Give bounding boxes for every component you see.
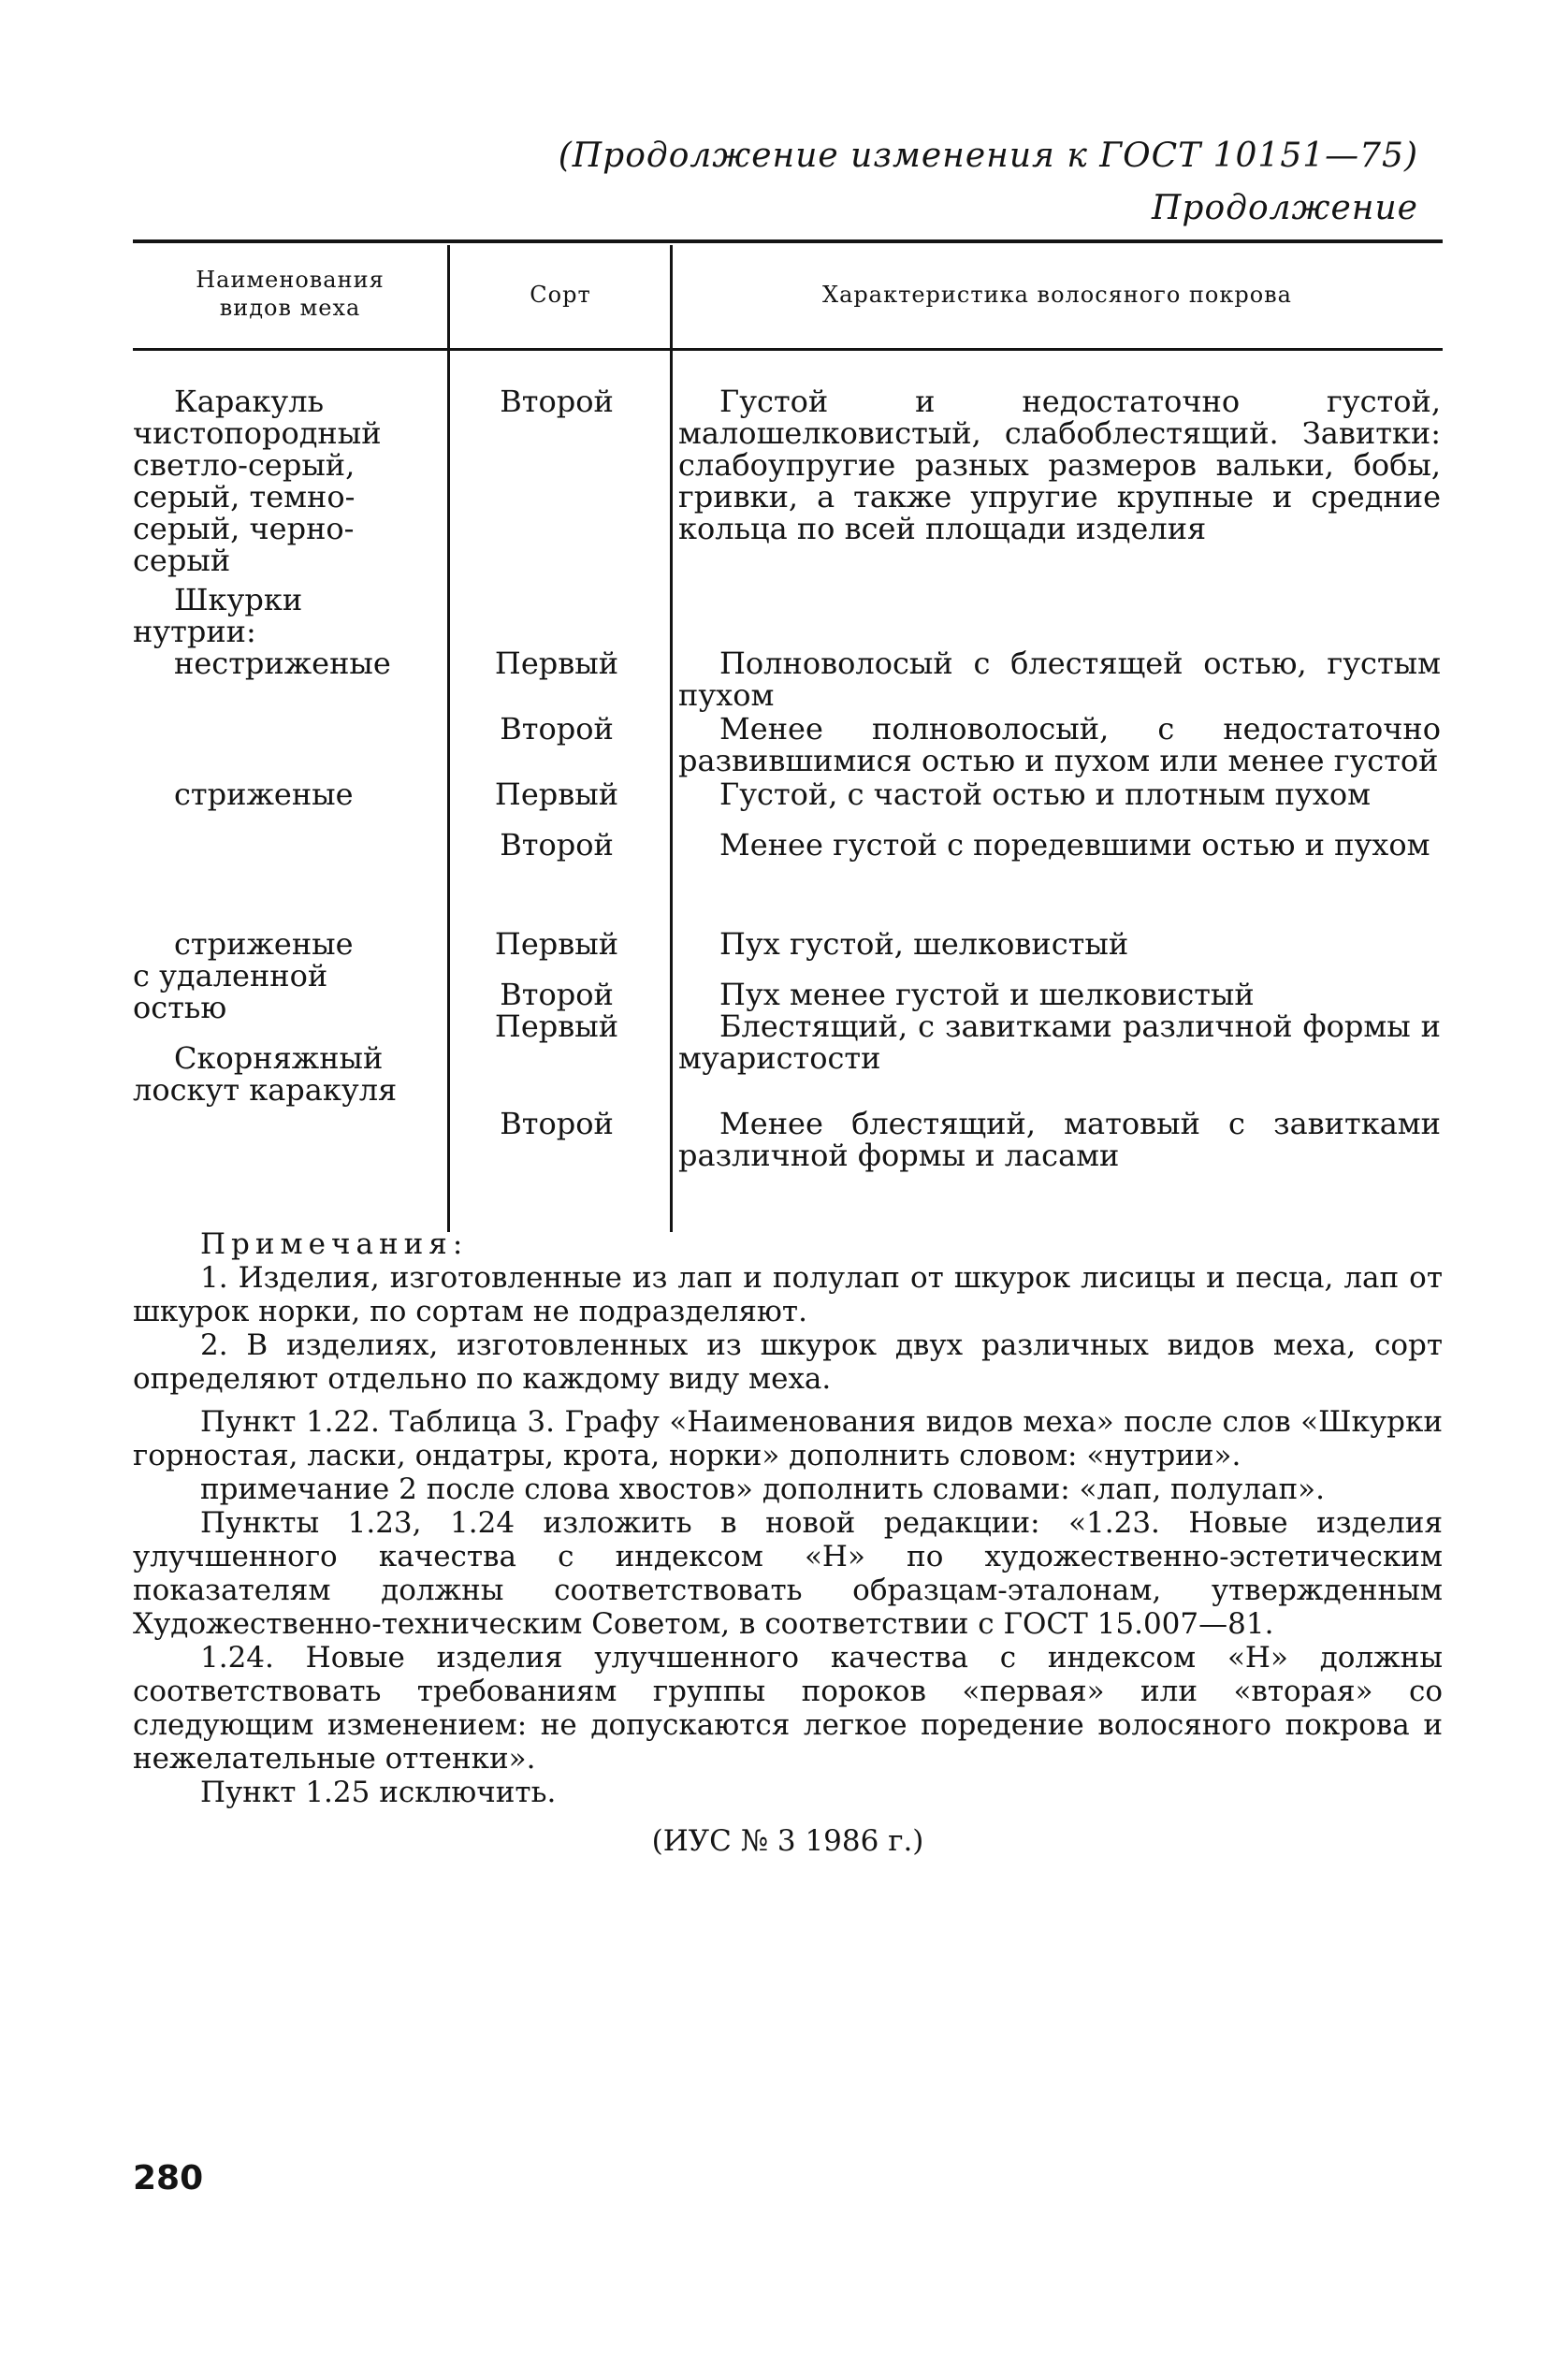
table-cell-name: Шкурки нутрии: <box>133 582 303 649</box>
note-item: 2. В изделиях, изготовленных из шкурок двух различных видов меха, сорт определяют отдельно по каждому виду меха. <box>133 1328 1443 1396</box>
continuation-header: (Продолжение изменения к ГОСТ 10151—75) <box>558 137 1418 175</box>
table-cell-description: Пух менее густой и шелковистый <box>719 977 1255 1012</box>
table-cell-description: Густой и недостаточно густой, малошелковистый, слабоблестящий. Завитки: слабоупругие разных размеров вальки, бобы, гривки, а также упругие крупные и средние кольца по всей площади изделия <box>678 384 1441 546</box>
notes-title: Примечания: <box>200 1227 469 1261</box>
table-cell-description: Менее блестящий, матовый с завитками различной формы и ласами <box>678 1106 1441 1173</box>
table-cell-grade: Второй <box>500 977 614 1012</box>
table-top-rule <box>133 239 1443 243</box>
notes-and-amendments <box>133 1227 1443 1858</box>
table-cell-name-text: стриженые с удаленной остью <box>133 926 354 1025</box>
amendment-paragraph: Пункты 1.23, 1.24 изложить в новой редакции: «1.23. Новые изделия улучшенного качества с индексом «Н» по художественно-эстетическим показателям должны соответствовать образцам-эталонам, утвержденным Художественно-техническим Советом, в соответствии с ГОСТ 15.007—81. <box>133 1506 1443 1641</box>
amendment-paragraph: 1.24. Новые изделия улучшенного качества с индексом «Н» должны соответствовать требованиям группы пороков «первая» или «вторая» со следующим изменением: не допускаются легкое поредение волосяного покрова и нежелательные оттенки». <box>133 1641 1443 1776</box>
amendment-paragraph: Пункт 1.22. Таблица 3. Графу «Наименования видов меха» после слов «Шкурки горностая, ласки, ондатры, крота, норки» дополнить словом: «нутрии». <box>133 1405 1443 1472</box>
amendment-paragraph: Пункт 1.25 исключить. <box>200 1776 557 1809</box>
table-cell-grade: Второй <box>500 827 614 863</box>
table-cell-description: Менее полноволосый, с недостаточно развившимися остью и пухом или менее густой <box>678 711 1441 778</box>
continuation-label: Продолжение <box>1152 189 1418 227</box>
table-cell-name <box>133 928 432 1023</box>
note-item: 1. Изделия, изготовленные из лап и полулап от шкурок лисицы и песца, лап от шкурок норки, по сортам не подразделяют. <box>133 1261 1443 1328</box>
table-cell-name <box>133 778 432 810</box>
table-cell-grade: Первый <box>494 926 619 962</box>
table-cell-name: Каракуль чистопородный светло-серый, серый, темно-серый, черно-серый <box>133 384 382 578</box>
table-cell-grade: Первый <box>494 776 619 812</box>
column-header-characteristic: Характеристика волосяного покрова <box>822 282 1292 308</box>
column-header-fur-type: Наименования видов меха <box>196 267 385 321</box>
table-cell-name-text: стриженые <box>174 776 354 812</box>
table-cell-grade: Первый <box>494 645 619 681</box>
table-cell-description: Пух густой, шелковистый <box>719 926 1129 962</box>
table-cell-description: Густой, с частой остью и плотным пухом <box>719 776 1371 812</box>
table-cell-name: Скорняжный лоскут каракуля <box>133 1040 398 1108</box>
table-cell-grade: Первый <box>494 1008 619 1044</box>
table-header-rule <box>133 348 1443 351</box>
table-cell-description: Блестящий, с завитками различной формы и муаристости <box>678 1008 1441 1076</box>
table-cell-grade: Второй <box>500 711 614 747</box>
table-cell-name <box>133 647 432 679</box>
source-reference: (ИУС № 3 1986 г.) <box>651 1824 924 1858</box>
amendment-paragraph: примечание 2 после слова хвостов» дополнить словами: «лап, полулап». <box>200 1472 1325 1506</box>
table-cell-name-text: нестриженые <box>174 645 391 681</box>
column-header-grade: Сорт <box>530 282 591 308</box>
table-cell-grade: Второй <box>500 384 614 419</box>
table-cell-description: Менее густой с поредевшими остью и пухом <box>719 827 1430 863</box>
table-cell-description: Полноволосый с блестящей остью, густым пухом <box>678 645 1441 713</box>
page-number: 280 <box>133 2159 204 2197</box>
table-cell-grade: Второй <box>500 1106 614 1141</box>
